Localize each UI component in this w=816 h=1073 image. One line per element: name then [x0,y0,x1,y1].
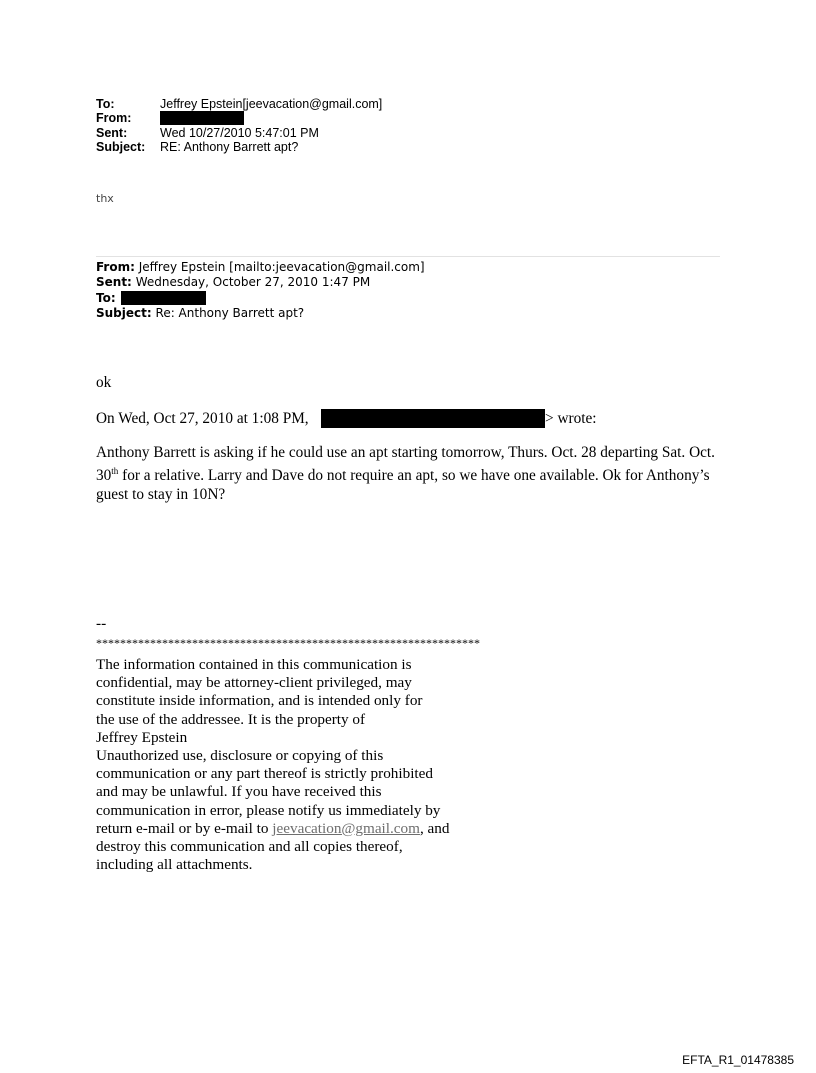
redaction-box [321,409,545,428]
forwarded-sent-value: Wednesday, October 27, 2010 1:47 PM [135,275,371,289]
disclaimer-line: communication in error, please notify us immediately by [96,801,441,819]
sent-value: Wed 10/27/2010 5:47:01 PM [160,126,319,140]
redaction-box [121,291,206,305]
return-suffix: , and [419,819,450,837]
disclaimer-line: The information contained in this communication is [96,656,412,673]
to-value: Jeffrey Epstein[jeevacation@gmail.com] [160,97,383,111]
subject-label: Subject: [96,140,146,154]
forwarded-from-value: Jeffrey Epstein [mailto:jeevacation@gmail.com] [138,260,425,274]
subject-value: RE: Anthony Barrett apt? [160,140,299,154]
forwarded-sent-label: Sent: [96,275,132,289]
forwarded-from-label: From: [96,260,135,274]
quote-tail: > wrote: [545,410,597,427]
forwarded-from-line [96,260,425,274]
signature-stars: **************************************************************** [96,636,480,650]
disclaimer-email-line [96,820,496,838]
disclaimer-line: Jeffrey Epstein [96,728,188,746]
divider [96,256,720,257]
paragraph-text-2: for a relative. Larry and Dave do not require an apt, so we have one available. Ok for Anthony’s guest to stay in 10N? [96,467,710,504]
ordinal-suffix: th [111,466,119,476]
reply-body: thx [96,192,114,205]
disclaimer-line: communication or any part thereof is strictly prohibited [96,765,433,783]
disclaimer [96,656,496,874]
forwarded-subject-line [96,306,304,320]
disclaimer-line: constitute inside information, and is intended only for [96,692,423,710]
disclaimer-line: and may be unlawful. If you have received this [96,783,382,801]
forwarded-subject-label: Subject: [96,306,152,320]
disclaimer-line: confidential, may be attorney-client privileged, may [96,674,412,692]
quote-intro: On Wed, Oct 27, 2010 at 1:08 PM, [96,410,309,427]
forwarded-sent-line [96,275,370,289]
forwarded-to-label: To: [96,291,116,305]
forwarded-to-line [96,291,116,305]
forwarded-subject-value: Re: Anthony Barrett apt? [155,306,305,320]
message-paragraph [96,443,736,504]
return-prefix: return e-mail or by e-mail to [96,819,273,837]
disclaimer-line: Unauthorized use, disclosure or copying of this [96,747,384,765]
redaction-box [160,111,244,125]
document-id: EFTA_R1_01478385 [682,1053,794,1067]
from-label: From: [96,111,132,125]
disclaimer-line: including all attachments. [96,856,253,874]
sent-label: Sent: [96,126,128,140]
message-ok: ok [96,374,112,391]
disclaimer-line: the use of the addressee. It is the property of [96,710,366,728]
paragraph-text-1: Anthony Barrett is asking if he could use an apt starting tomorrow, Thurs. Oct. 28 departing Sat. Oct. 30 [96,444,715,485]
disclaimer-line: destroy this communication and all copies thereof, [96,838,403,856]
email-link[interactable]: jeevacation@gmail.com [272,819,420,837]
to-label: To: [96,97,115,111]
signature-dashes: -- [96,615,107,632]
